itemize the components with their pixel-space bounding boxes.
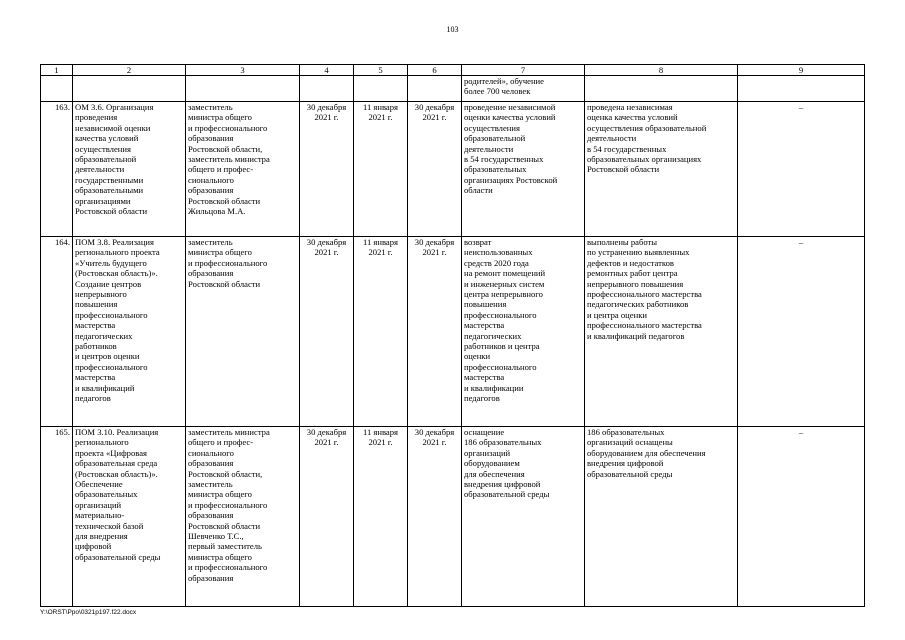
cell-line: области (464, 185, 493, 196)
cell-line: 30 декабря (306, 427, 347, 437)
cell-line: мастерства (75, 372, 116, 383)
cell-line: и квалификаций педагогов (587, 330, 685, 341)
cell-line: педагогов (464, 393, 500, 404)
cell-line: неиспользованных (464, 247, 533, 258)
cell-line: ПОМ 3.8. Реализация (75, 237, 154, 247)
cell-line: 30 декабря (414, 102, 455, 112)
table-row (41, 427, 865, 607)
cell-line: Обеспечение (75, 479, 123, 490)
cell-line: организациями (75, 195, 131, 206)
cell-line: образовательной (464, 133, 526, 144)
cell-line: регионального (75, 437, 129, 448)
cell-line: для обеспечения (464, 468, 525, 479)
cell-line: профессионального (75, 361, 148, 372)
cell-line: оборудованием для обеспечения (587, 447, 706, 458)
cell-line: образовательной среды (587, 468, 673, 479)
cell-line: Ростовской области (188, 520, 261, 531)
expected-result-cell (462, 237, 585, 427)
cell-line: родителей», обучение (464, 76, 544, 86)
cell-line: заместитель (188, 102, 233, 112)
cell-line: в 54 государственных (464, 154, 544, 165)
column-header-7: 7 (462, 65, 585, 76)
cell-line: профессионального (464, 309, 537, 320)
cell-line: 2021 г. (368, 112, 393, 123)
cell-line: организациях Ростовской (464, 174, 558, 185)
cell-line: 2021 г. (422, 437, 447, 448)
cell-line: регионального проекта (75, 247, 160, 258)
cell-line: осуществления (464, 122, 520, 133)
notes-cell: – (738, 427, 865, 607)
cell-line: министра общего (188, 112, 252, 123)
cell-line: образования (188, 458, 234, 469)
table-row (41, 102, 865, 237)
cell-line: и профессионального (188, 257, 268, 268)
cell-line: 2021 г. (368, 247, 393, 258)
cell-line: 2021 г. (314, 112, 339, 123)
cell-line: 30 декабря (306, 237, 347, 247)
cell-line: первый заместитель (188, 541, 262, 552)
cell-line: профессионального (75, 309, 148, 320)
cell-line: министра общего (188, 551, 252, 562)
cell-line: образования (188, 510, 234, 521)
cell-line: Шевченко Т.С., (188, 531, 244, 542)
actual-result-cell (585, 237, 738, 427)
cell-line: педагогов (75, 393, 111, 404)
date-cell (354, 237, 408, 427)
cell-line: заместитель (188, 479, 233, 490)
cell-line: Создание центров (75, 278, 142, 289)
cell-line: проведена независимая (587, 102, 673, 112)
cell-line: организаций (464, 447, 511, 458)
cell-line: педагогических (75, 330, 133, 341)
cell-line: более 700 человек (464, 86, 531, 97)
cell-line: осуществления (75, 143, 131, 154)
cell-line: центра непрерывного (464, 289, 543, 300)
cell-line: 30 декабря (414, 237, 455, 247)
expected-result-cell (462, 427, 585, 607)
cell-line: образовательными (75, 185, 144, 196)
cell-line: и квалификаций (75, 382, 135, 393)
cell-line: внедрения цифровой (464, 479, 541, 490)
date-cell (408, 237, 462, 427)
cell-line: непрерывного повышения (587, 278, 684, 289)
cell-line: по устранению выявленных (587, 247, 690, 258)
cell-line: министра общего (188, 247, 252, 258)
measure-cell (73, 427, 186, 607)
cell-line: заместитель министра (188, 427, 270, 437)
cell-line: для внедрения (75, 531, 128, 542)
cell-line: 11 января (363, 237, 398, 247)
cell-line: повышения (464, 299, 507, 310)
cell-line: Жильцова М.А. (188, 206, 246, 217)
cell-line: образовательной среды (75, 551, 161, 562)
cell-line: ремонтных работ центра (587, 268, 678, 279)
cell-line: проведение независимой (464, 102, 556, 112)
row-number-cell: 165. (41, 427, 73, 607)
cell-line: Ростовской области, (188, 143, 263, 154)
cell-line: мастерства (464, 372, 505, 383)
responsible-cell (186, 237, 300, 427)
date-cell (408, 427, 462, 607)
cell-line: Ростовской области (75, 206, 148, 217)
column-header-1: 1 (41, 65, 73, 76)
column-header-8: 8 (585, 65, 738, 76)
cell-line: (Ростовская область)». (75, 468, 158, 479)
column-header-4: 4 (300, 65, 354, 76)
cell-line: технической базой (75, 520, 144, 531)
cell-line: Ростовской области (188, 195, 261, 206)
cell-line: и профессионального (188, 499, 268, 510)
notes-cell: – (738, 237, 865, 427)
cell-line: общего и профес- (188, 164, 254, 175)
responsible-cell (186, 102, 300, 237)
cell-line: в 54 государственных (587, 143, 667, 154)
cell-line: общего и профес- (188, 437, 254, 448)
cell-line: образования (188, 185, 234, 196)
cell-line: деятельности (587, 133, 637, 144)
cell-line: организаций (75, 499, 122, 510)
cell-line: и инженерных систем (464, 278, 545, 289)
page-number: 103 (446, 25, 459, 34)
cell-line: оценка качества условий (587, 112, 678, 123)
row-number-cell: 163. (41, 102, 73, 237)
cell-line: образовательной среды (464, 489, 550, 500)
cell-line: педагогических работников (587, 299, 689, 310)
continuation-result-cell (462, 76, 585, 102)
cell-line: качества условий (75, 133, 139, 144)
notes-cell: – (738, 102, 865, 237)
date-cell (300, 427, 354, 607)
date-cell (408, 102, 462, 237)
cell-line: материально- (75, 510, 125, 521)
cell-line: и центров оценки (75, 351, 140, 362)
cell-line: профессионального мастерства (587, 320, 702, 331)
expected-result-cell (462, 102, 585, 237)
row-number-cell: 164. (41, 237, 73, 427)
cell-line: осуществления образовательной (587, 122, 707, 133)
column-header-2: 2 (73, 65, 186, 76)
date-cell (354, 427, 408, 607)
date-cell (300, 102, 354, 237)
cell-line: заместитель министра (188, 154, 270, 165)
cell-line: 30 декабря (414, 427, 455, 437)
cell-line: образовательных организациях (587, 154, 702, 165)
cell-line: оснащение (464, 427, 505, 437)
cell-line: цифровой (75, 541, 112, 552)
cell-line: и профессионального (188, 122, 268, 133)
cell-line: Ростовской области, (188, 468, 263, 479)
measure-cell (73, 102, 186, 237)
cell-line: ОМ 3.6. Организация (75, 102, 154, 112)
cell-line: образования (188, 268, 234, 279)
cell-line: повышения (75, 299, 118, 310)
cell-line: «Учитель будущего (75, 257, 147, 268)
cell-line: педагогических (464, 330, 522, 341)
actual-result-cell (585, 427, 738, 607)
cell-line: и профессионального (188, 562, 268, 573)
cell-line: министра общего (188, 489, 252, 500)
cell-line: возврат (464, 237, 492, 247)
cell-line: 186 образовательных (464, 437, 542, 448)
cell-line: работников (75, 341, 117, 352)
column-header-3: 3 (186, 65, 300, 76)
cell-line: и центра оценки (587, 309, 647, 320)
cell-line: профессионального (464, 361, 537, 372)
cell-line: оценки (464, 351, 491, 362)
actual-result-cell (585, 102, 738, 237)
column-number-header (41, 65, 865, 76)
cell-line: образовательной (75, 154, 137, 165)
cell-line: ПОМ 3.10. Реализация (75, 427, 159, 437)
cell-line: государственными (75, 174, 144, 185)
cell-line: независимой оценки (75, 122, 151, 133)
continuation-row (41, 76, 865, 102)
cell-line: мастерства (464, 320, 505, 331)
cell-line: 2021 г. (422, 112, 447, 123)
cell-line: 11 января (363, 102, 398, 112)
responsible-cell (186, 427, 300, 607)
cell-line: 2021 г. (422, 247, 447, 258)
cell-line: сионального (188, 174, 234, 185)
cell-line: выполнены работы (587, 237, 658, 247)
cell-line: образовательных (75, 489, 138, 500)
cell-line: заместитель (188, 237, 233, 247)
cell-line: организаций оснащены (587, 437, 673, 448)
cell-line: 2021 г. (314, 247, 339, 258)
cell-line: деятельности (464, 143, 514, 154)
cell-line: образовательная среда (75, 458, 158, 469)
cell-line: и квалификации (464, 382, 524, 393)
cell-line: 2021 г. (314, 437, 339, 448)
cell-line: оборудованием (464, 458, 520, 469)
footer-file-path: Y:\ORST\Ppo\0321p197.f22.docx (40, 609, 137, 616)
cell-line: на ремонт помещений (464, 268, 546, 279)
cell-line: Ростовской области (188, 278, 261, 289)
cell-line: 30 декабря (306, 102, 347, 112)
cell-line: 2021 г. (368, 437, 393, 448)
cell-line: 11 января (363, 427, 398, 437)
column-header-6: 6 (408, 65, 462, 76)
table-row (41, 237, 865, 427)
cell-line: деятельности (75, 164, 125, 175)
cell-line: образовательных (464, 164, 527, 175)
cell-line: проведения (75, 112, 118, 123)
cell-line: работников и центра (464, 341, 540, 352)
cell-line: дефектов и недостатков (587, 257, 674, 268)
cell-line: образования (188, 572, 234, 583)
date-cell (354, 102, 408, 237)
measure-cell (73, 237, 186, 427)
column-header-9: 9 (738, 65, 865, 76)
cell-line: непрерывного (75, 289, 127, 300)
cell-line: Ростовской области (587, 164, 660, 175)
cell-line: образования (188, 133, 234, 144)
cell-line: мастерства (75, 320, 116, 331)
plan-table (40, 64, 865, 607)
cell-line: средств 2020 года (464, 257, 529, 268)
cell-line: профессионального мастерства (587, 289, 702, 300)
cell-line: оценки качества условий (464, 112, 556, 123)
column-header-5: 5 (354, 65, 408, 76)
cell-line: 186 образовательных (587, 427, 665, 437)
cell-line: проекта «Цифровая (75, 447, 147, 458)
cell-line: (Ростовская область)». (75, 268, 158, 279)
cell-line: сионального (188, 447, 234, 458)
date-cell (300, 237, 354, 427)
cell-line: внедрения цифровой (587, 458, 664, 469)
